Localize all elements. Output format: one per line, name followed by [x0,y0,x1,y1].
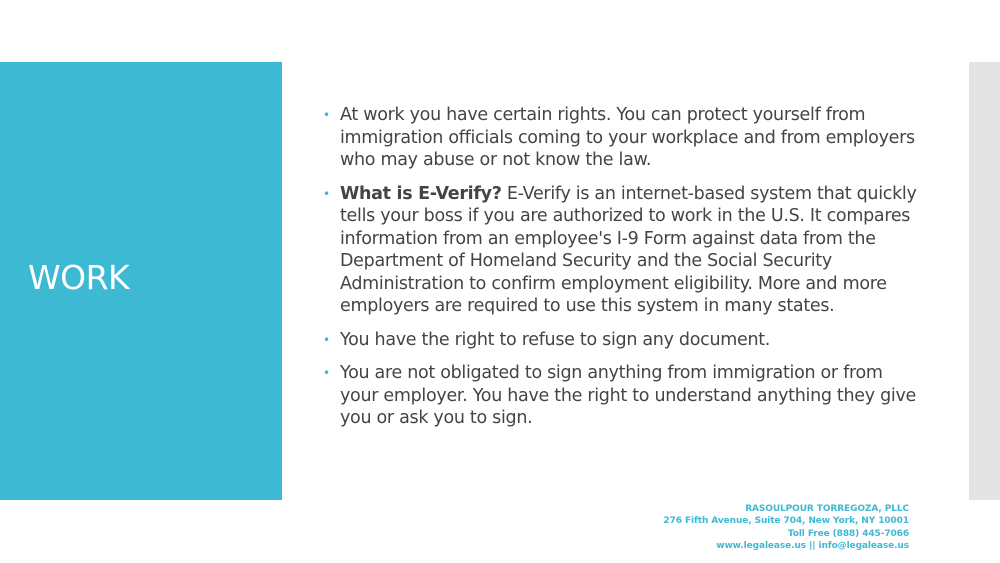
right-decorative-bar [969,62,1000,500]
bullet-dot-icon: • [323,332,330,347]
bullet-dot-icon: • [323,366,330,380]
footer-web-email: www.legalease.us || info@legalease.us [716,540,909,551]
bullet-text: You have the right to refuse to sign any document. [340,329,771,350]
bullet-item-not-obligated [322,362,922,430]
bullet-item-workplace-rights [322,104,922,172]
bullet-dot-icon: • [323,108,330,122]
bullet-item-e-verify [322,183,922,318]
bullet-item-refuse-sign [322,329,922,352]
slide-title: WORK [28,258,130,297]
bullet-dot-icon: • [323,186,330,201]
bullet-text: E-Verify is an internet-based system that quickly tells your boss if you are authorized to work in the U.S. It compares information from an employee's I-9 Form against data from the Department of Homeland Security and the Social Security Administration to confirm employment eligibility. More and more employers are required to use this system in many states. [340,183,917,316]
bullet-text: At work you have certain rights. You can protect yourself from immigration officials coming to your workplace and from employers who may abuse or not know the law. [340,105,915,170]
bullet-heading: What is E-Verify? [340,183,502,204]
footer-phone: Toll Free (888) 445-7066 [787,528,909,539]
bullet-list [322,104,922,441]
footer-contact [663,503,909,552]
footer-firm-name: RASOULPOUR TORREGOZA, PLLC [745,504,909,514]
bullet-text: You are not obligated to sign anything from immigration or from your employer. You have the right to understand anything they give you or ask you to sign. [340,363,916,428]
footer-address: 276 Fifth Avenue, Suite 704, New York, NY 10001 [663,516,909,527]
